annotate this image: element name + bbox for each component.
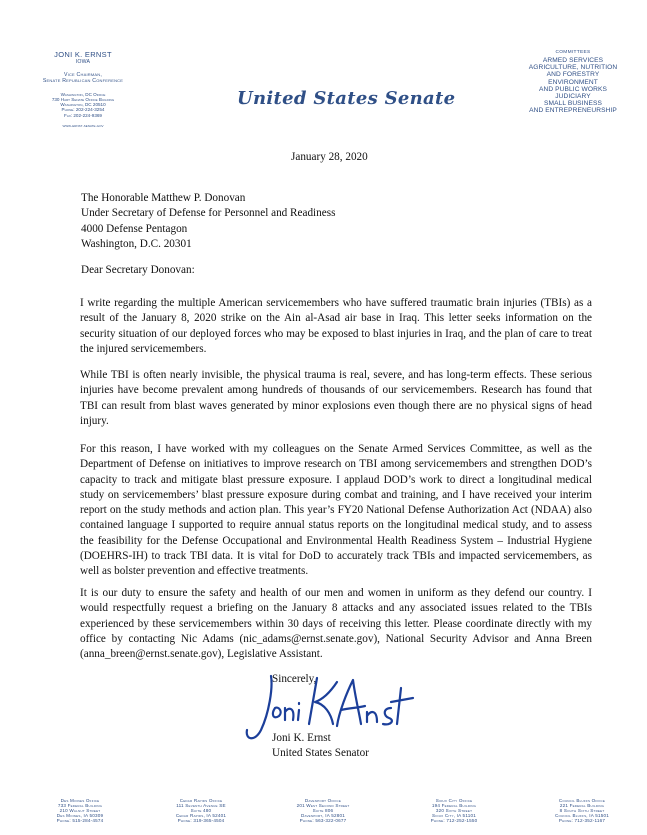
office-line: 8 South Sixth Street [559,808,605,814]
dc-office-line: Washington, DC Office [60,91,106,97]
closing: Sincerely, [272,673,317,685]
addressee-block [81,191,335,252]
office-line: Council Bluffs Office [558,798,606,803]
office-line: Suite 480 [190,808,212,814]
office-line: 194 Federal Building [431,803,477,809]
office-line: 733 Federal Building [57,803,103,809]
office-line: 210 Walnut Street [59,808,101,814]
dc-office-line: Fax: 202-224-9369 [64,112,102,118]
senator-letterhead [8,51,158,128]
senator-state: IOWA [75,58,91,65]
footer-office [25,798,135,823]
office-line: Des Moines, IA 50309 [56,813,104,819]
office-line: Phone: 319-365-4504 [177,818,225,824]
body-paragraph: While TBI is often nearly invisible, the physical trauma is real, severe, and has long-term effects. These serious injuries have become prevalent among hundreds of thousands of our servicemembers. Research has found that TBI can result from blast waves generated by minor explosions even though there are no physical signs of head injury. [80,369,592,427]
office-line: 320 Sixth Street [435,808,473,814]
committee-item: ARMED SERVICES [542,57,604,65]
dc-office-line: 730 Hart Senate Office Building [51,96,115,102]
letter-date: January 28, 2020 [291,151,368,163]
addressee-line: 4000 Defense Pentagon [81,222,188,235]
office-line: Davenport, IA 52801 [300,813,346,819]
committee-item: AND ENTREPRENEURSHIP [529,106,617,114]
committees-header: COMMITTEES [555,50,591,55]
footer-office [146,798,256,823]
office-line: Sioux City, IA 51101 [431,813,476,819]
body-paragraph: I write regarding the multiple American servicemembers who have suffered traumatic brain injuries (TBIs) as a result of the January 8, 2020 strike on the Ain al-Asad air base in Iraq. This letter seeks information on the security situation of our deployed forces who may be exposed to blast injuries in Iraq, and the plan of care to treat the injured servicemembers. [80,297,592,355]
committee-item: ENVIRONMENT [548,78,598,86]
addressee-line: The Honorable Matthew P. Donovan [81,192,246,204]
committee-item: SMALL BUSINESS [544,99,602,107]
senate-heading: United States Senate [237,88,456,109]
office-line: Phone: 563-322-0677 [299,818,347,824]
office-line: Davenport Office [304,798,342,803]
signer-name: Joni K. Ernst [272,732,331,744]
footer-office [399,798,509,823]
body-paragraph: For this reason, I have worked with my colleagues on the Senate Armed Services Committee, as well as the Department of Defense on initiatives to improve research on TBI among servicemembers and strengthen DOD’s capacity to track and mitigate blast pressure exposure. I applaud DOD’s work to direct a longitudinal medical study on servicemembers’ blast pressure exposure during combat and training, and I have received your interim report on the study methods and action plan. This year’s FY20 National Defense Authorization Act (NDAA) also contained language I supported to require annual status reports on the longitudinal medical study, and to assess the feasibility for the Defense Occupational and Environmental Health Readiness System – Industrial Hygiene (DOEHRS-IH) to track TBI data. It is vital for DoD to accurately track TBIs and impacted servicemembers, as well as bolster prevention and effective treatments. [80,443,592,578]
senator-title-line: Senate Republican Conference [42,77,124,84]
office-line: Phone: 515-284-4574 [56,818,104,824]
committee-item: AGRICULTURE, NUTRITION [528,64,618,72]
office-line: 201 West Second Street [296,803,350,809]
committees-list [510,50,636,114]
office-line: Sioux City Office [435,798,473,803]
committee-item: AND FORESTRY [546,71,600,79]
body-paragraph: It is our duty to ensure the safety and health of our men and women in uniform as they defend our country. I would respectfully request a briefing on the January 8 attacks and any associated issues related to the TBIs experienced by these servicemembers within 30 days of receiving this letter. Please coordinate directly with my office by contacting Nic Adams (nic_adams@ernst.senate.gov), National Security Advisor and Anna Breen (anna_breen@ernst.senate.gov), Legislative Assistant. [80,587,592,661]
office-line: Cedar Rapids Office [179,798,223,803]
senator-website: www.ernst.senate.gov [62,122,104,128]
addressee-line: Washington, D.C. 20301 [81,237,192,250]
dc-office-line: Washington, DC 20510 [60,102,106,108]
addressee-line: Under Secretary of Defense for Personnel and Readiness [81,207,336,220]
senator-title-line: Vice Chairman, [63,71,102,78]
office-line: Suite 806 [312,808,334,814]
signer-block [272,731,369,762]
footer-office [527,798,637,823]
office-line: Phone: 712-352-1167 [558,818,606,824]
senator-name: JONI K. ERNST [54,50,112,59]
office-line: Council Bluffs, IA 51501 [555,813,609,819]
salutation: Dear Secretary Donovan: [81,264,195,276]
signer-title: United States Senator [272,747,369,760]
committee-item: JUDICIARY [555,92,591,100]
office-line: Des Moines Office [60,798,100,803]
office-line: 111 Seventh Avenue SE [176,803,226,809]
office-line: Phone: 712-252-1550 [430,818,478,824]
office-line: 221 Federal Building [559,803,605,809]
office-line: Cedar Rapids, IA 52401 [175,813,227,819]
dc-office-line: Phone: 202-224-3254 [61,107,105,113]
committee-item: AND PUBLIC WORKS [539,85,607,93]
footer-office [268,798,378,823]
